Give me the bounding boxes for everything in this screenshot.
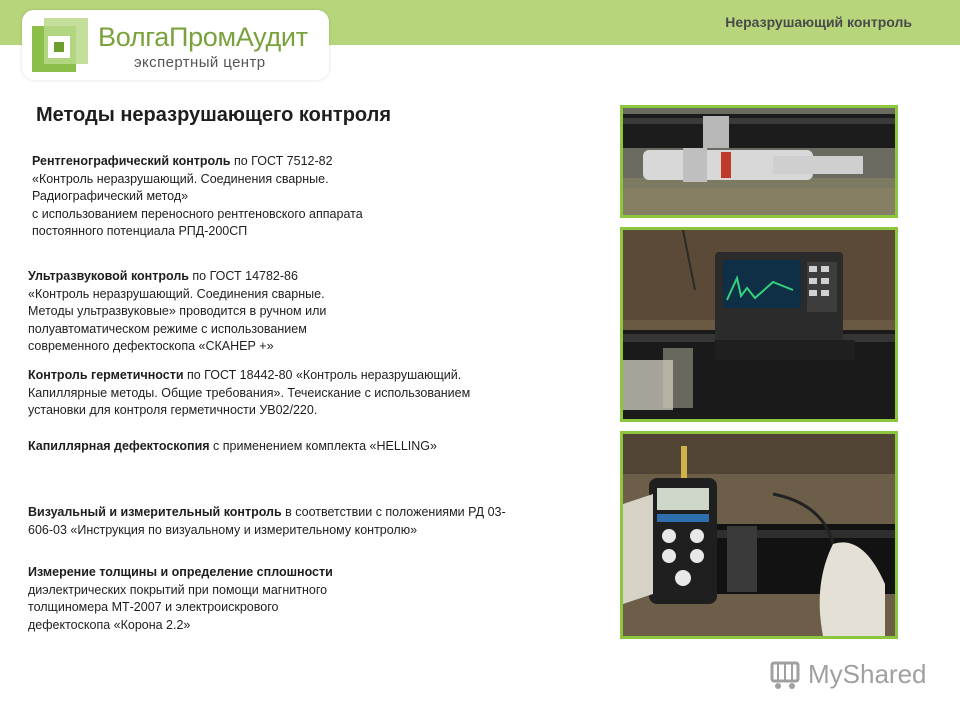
method-title: Рентгенографический контроль (32, 154, 231, 168)
logo-icon (30, 16, 92, 76)
method-ultrasonic (28, 268, 448, 356)
page-title: Методы неразрушающего контроля (36, 104, 391, 126)
method-line: современного дефектоскопа «СКАНЕР +» (28, 339, 274, 354)
method-title: Измерение толщины и определение сплошности (28, 565, 333, 579)
xray-apparatus-photo (620, 105, 898, 218)
watermark-text: MyShared (808, 659, 927, 689)
logo-subtitle: экспертный центр (134, 54, 266, 71)
logo[interactable] (22, 10, 329, 80)
logo-name: ВолгаПромАудит (98, 22, 308, 52)
method-line: постоянного потенциала РПД-200СП (32, 224, 248, 239)
method-line: с применением комплекта «HELLING» (209, 439, 437, 453)
method-capillary (28, 438, 608, 456)
method-title: Контроль герметичности (28, 368, 184, 382)
method-line: полуавтоматическом режиме с использованием (28, 321, 307, 336)
thickness-gauge-photo (620, 431, 898, 639)
method-line: 606-03 «Инструкция по визуальному и измерительному контролю» (28, 522, 418, 537)
method-line: «Контроль неразрушающий. Соединения сварные. (32, 171, 329, 186)
method-title: Капиллярная дефектоскопия (28, 439, 210, 453)
method-line: установки для контроля герметичности УВ02/220. (28, 403, 318, 418)
myshared-watermark[interactable] (768, 657, 928, 693)
method-line: диэлектрических покрытий при помощи магнитного (28, 582, 328, 597)
section-label: Неразрушающий контроль (725, 14, 912, 30)
method-line: Методы ультразвуковые» проводится в ручном или (28, 304, 327, 319)
ultrasonic-flaw-detector-icon (623, 230, 895, 419)
cart-icon (768, 657, 802, 691)
method-title: Ультразвуковой контроль (28, 269, 189, 283)
xray-apparatus-icon (623, 108, 895, 215)
method-line: по ГОСТ 14782-86 (188, 269, 298, 283)
thickness-gauge-icon (623, 434, 895, 636)
method-thickness (28, 564, 448, 634)
method-line: толщиномера МТ-2007 и электроискрового (28, 600, 279, 615)
ultrasonic-flaw-detector-photo (620, 227, 898, 422)
method-line: Капиллярные методы. Общие требования». Течеискание с использованием (28, 385, 471, 400)
method-line: дефектоскопа «Корона 2.2» (28, 617, 191, 632)
method-visual (28, 504, 608, 539)
method-line: по ГОСТ 7512-82 (230, 154, 333, 168)
method-leak-test (28, 367, 608, 420)
method-line: по ГОСТ 18442-80 «Контроль неразрушающий. (183, 368, 462, 382)
method-xray (32, 153, 452, 241)
method-line: с использованием переносного рентгеновского аппарата (32, 206, 363, 221)
method-line: Радиографический метод» (32, 189, 189, 204)
method-line: «Контроль неразрушающий. Соединения сварные. (28, 286, 325, 301)
method-title: Визуальный и измерительный контроль (28, 505, 282, 519)
method-line: в соответствии с положениями РД 03- (281, 505, 506, 519)
